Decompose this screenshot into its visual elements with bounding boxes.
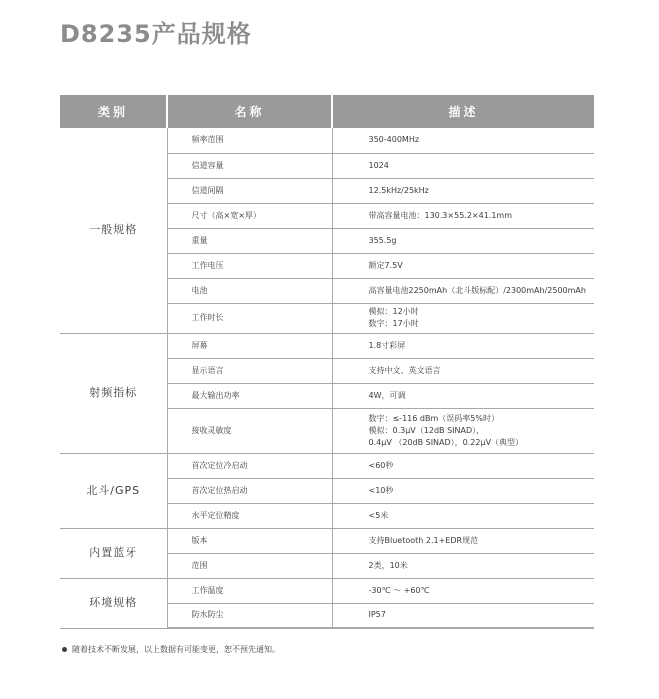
- category-bluetooth: 内置蓝牙: [60, 528, 167, 578]
- spec-name: 版本: [167, 528, 332, 553]
- spec-value: -30℃ ～ +60℃: [332, 578, 594, 603]
- spec-value: 355.5g: [332, 228, 594, 253]
- spec-name: 防水防尘: [167, 603, 332, 628]
- table-row: [60, 333, 594, 358]
- spec-value: 高容量电池2250mAh（北斗版标配）/2300mAh/2500mAh: [332, 278, 594, 303]
- spec-name: 首次定位热启动: [167, 478, 332, 503]
- spec-name: 范围: [167, 553, 332, 578]
- footnote-text: 随着技术不断发展，以上数据有可能变更，恕不预先通知。: [72, 645, 280, 654]
- table-header-row: [60, 95, 594, 128]
- spec-name: 屏幕: [167, 333, 332, 358]
- spec-value: 1.8寸彩屏: [332, 333, 594, 358]
- header-description: 描述: [332, 95, 594, 128]
- bullet-icon: [62, 647, 67, 652]
- spec-name: 水平定位精度: [167, 503, 332, 528]
- spec-table: [60, 95, 594, 629]
- spec-value: 模拟：12小时 数字：17小时: [332, 303, 594, 333]
- spec-value: <10秒: [332, 478, 594, 503]
- table-row: [60, 528, 594, 553]
- spec-name: 信道间隔: [167, 178, 332, 203]
- spec-name: 工作温度: [167, 578, 332, 603]
- spec-name: 重量: [167, 228, 332, 253]
- spec-value: 12.5kHz/25kHz: [332, 178, 594, 203]
- header-name: 名称: [167, 95, 332, 128]
- spec-name: 工作电压: [167, 253, 332, 278]
- spec-value: 带高容量电池：130.3×55.2×41.1mm: [332, 203, 594, 228]
- table-row: [60, 578, 594, 603]
- spec-value: 额定7.5V: [332, 253, 594, 278]
- category-rf: 射频指标: [60, 333, 167, 453]
- spec-name: 显示语言: [167, 358, 332, 383]
- spec-value: 2类，10米: [332, 553, 594, 578]
- category-gps: 北斗/GPS: [60, 453, 167, 528]
- spec-name: 工作时长: [167, 303, 332, 333]
- spec-value: 1024: [332, 153, 594, 178]
- spec-name: 最大输出功率: [167, 383, 332, 408]
- spec-name: 尺寸（高×宽×厚）: [167, 203, 332, 228]
- spec-name: 首次定位冷启动: [167, 453, 332, 478]
- spec-name: 频率范围: [167, 128, 332, 153]
- spec-name: 信道容量: [167, 153, 332, 178]
- spec-value: 数字：≤-116 dBm（误码率5%时） 模拟：0.3μV（12dB SINAD）， 0.4μV （20dB SINAD），0.22μV（典型）: [332, 408, 594, 453]
- spec-name: 电池: [167, 278, 332, 303]
- spec-value: 4W，可调: [332, 383, 594, 408]
- table-row: [60, 453, 594, 478]
- page-title: D8235产品规格: [60, 20, 252, 48]
- spec-value: IP57: [332, 603, 594, 628]
- spec-value: 350-400MHz: [332, 128, 594, 153]
- table-row: [60, 128, 594, 153]
- category-general: 一般规格: [60, 128, 167, 333]
- spec-value: 支持中文、英文语言: [332, 358, 594, 383]
- spec-value: <5米: [332, 503, 594, 528]
- spec-name: 接收灵敏度: [167, 408, 332, 453]
- spec-value: <60秒: [332, 453, 594, 478]
- footnote: [62, 644, 280, 655]
- spec-value: 支持Bluetooth 2.1+EDR规范: [332, 528, 594, 553]
- category-environment: 环境规格: [60, 578, 167, 628]
- header-category: 类别: [60, 95, 167, 128]
